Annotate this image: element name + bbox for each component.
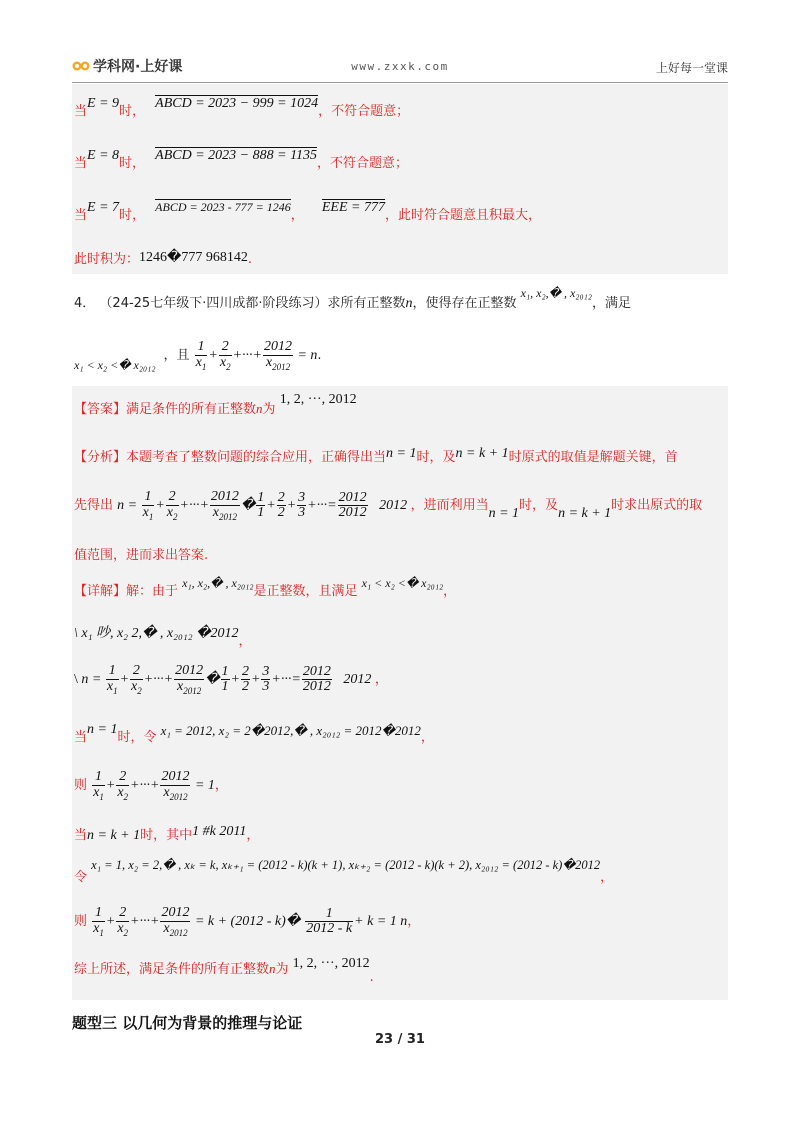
detail-line-5: 则 $\frac{1}{x_1}$ + $\frac{2}{x_2}$ +···+ $\frac{2012}{x_{2012}}$ = 1， [74,769,228,802]
detail-line-9: 综上所述，满足条件的所有正整数n为 1, 2, ···, 2012. [74,956,374,985]
analysis-line-1: 【分析】本题考查了整数问题的综合应用，正确得出当n = 1时，及n = k + 1时原式的取值是解题关键，首 [74,446,678,465]
answer-line: 【答案】满足条件的所有正整数n为 1, 2, ···, 2012 [74,392,357,417]
detail-line-6: 当n = k + 1时，其中1 #k 2011， [74,824,260,843]
case-e7: 当E = 7时， ABCD = 2023 - 777 = 1246， EEE = 777，此时符合题意且积最大， [74,200,541,223]
detail-line-1: 【详解】解：由于 x₁, x₂,� , x₂₀₁₂是正整数，且满足 x₁ < x₂ <� x₂₀₁₂， [74,576,457,599]
logo-text: 学科网·上好课 [93,59,183,75]
detail-line-7: 令 x₁ = 1, x₂ = 2,� , xₖ = k, xₖ₊₁ = (2012 - k)(k + 1), xₖ₊₂ = (2012 - k)(k + 2), x₂₀₁₂ = (2012 - k)�2012， [74,858,614,885]
site-url: www.zxxk.com [351,60,449,73]
analysis-line-2: 先得出 n = $\frac{1}{x_1}$ + $\frac{2}{x_2}$ +···+ $\frac{2012}{x_{2012}}$ � $\frac{1}{1}$ + $\frac{2}{2}$ + $\frac{3}{3}$ +···= $\frac{2012}{2012}$ 2012 ，进而利用当n = 1时，及n = k + 1时求出原式的取 [74,489,703,522]
max-product: 此时积为：1246�777 968142. [74,250,253,267]
analysis-line-3: 值范围，进而求出答案. [74,548,209,563]
problem-4-statement: 4． （24-25七年级下·四川成都·阶段练习）求所有正整数n，使得存在正整数 x₁, x₂,� , x₂₀₁₂，满足 [74,286,631,311]
case-e9: 当E = 9时， ABCD = 2023 − 999 = 1024，不符合题意； [74,96,410,119]
detail-line-4: 当n = 1时，令 x₁ = 2012, x₂ = 2�2012,� , x₂₀₁₂ = 2012�2012， [74,722,434,745]
section-title: 题型三 以几何为背景的推理与论证 [72,1014,303,1032]
page-number: 23 / 31 [375,1032,425,1047]
problem-4-condition: x₁ < x₂ <� x₂₀₁₂，且 $\frac{1}{x_1}$ + $\frac{2}{x_2}$ +···+ $\frac{2012}{x_{2012}}$ = n. [74,339,322,373]
case-e8: 当E = 8时， ABCD = 2023 − 888 = 1135，不符合题意； [74,148,409,171]
page-header [72,56,728,80]
detail-line-8: 则 $\frac{1}{x_1}$ + $\frac{2}{x_2}$ +···+ $\frac{2012}{x_{2012}}$ = k + (2012 - k)� $\frac{1}{2012 - k}$ + k = 1 n， [74,905,421,938]
slogan: 上好每一堂课 [655,61,728,75]
header-divider [72,82,728,83]
detail-line-3: \ n = $\frac{1}{x_1}$ + $\frac{2}{x_2}$ +···+ $\frac{2012}{x_{2012}}$ � $\frac{1}{1}$ + $\frac{2}{2}$ + $\frac{3}{3}$ +···= $\frac{2012}{2012}$ 2012 ， [74,663,388,696]
detail-line-2: \ x₁ 吵, x₂ 2,� , x₂₀₁₂ �2012， [74,626,252,649]
